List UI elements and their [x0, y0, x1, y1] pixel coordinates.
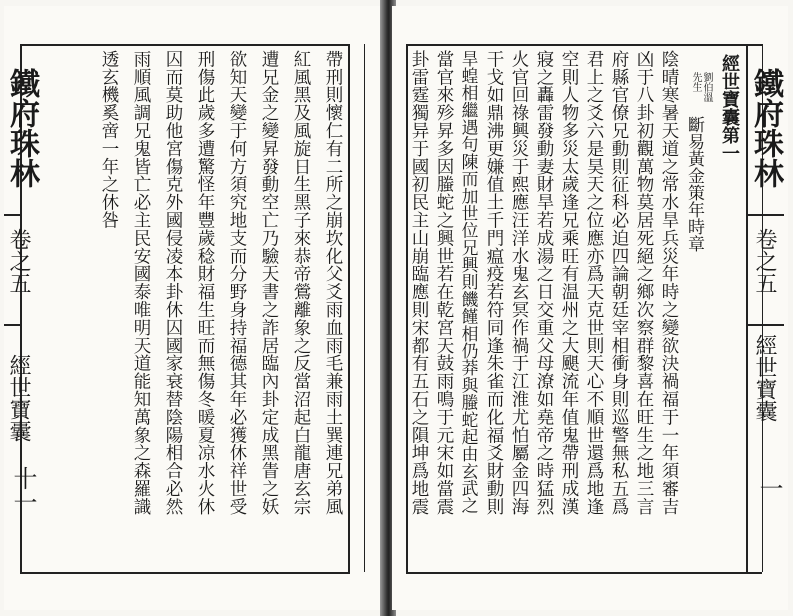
left-section: 經世寶囊	[6, 354, 31, 442]
left-banner-outer	[364, 44, 365, 572]
right-col-6: 寢之轟雷發動妻財旱若成湯之日交重父母潦如堯帝之時猛烈	[534, 50, 554, 516]
right-fish-divider	[746, 324, 784, 326]
right-bottom-border	[406, 572, 762, 574]
right-col-9: 旱蝗相繼遇句陳而加世位兄興則饑饉相仍莽與螣蛇起由玄武之	[459, 50, 479, 515]
left-volume: 卷之五	[6, 228, 31, 294]
right-col-1: 陰晴寒暑天道之常水旱兵災年時之變欲決禍福于一年須審吉	[659, 50, 679, 516]
author-note-1: 劉伯溫	[701, 72, 712, 102]
right-col-10: 當官來殄昇多因螣蛇之興世若在乾宮天鼓雨鳴于元宋如當震	[434, 50, 454, 516]
right-col-3: 府縣官僚兄動則征科必迫四論朝廷宰相衝身則巡警無私五爲	[609, 50, 629, 516]
left-banner-border	[348, 44, 350, 572]
right-col-11: 卦雷霆獨异于國初民主山崩臨應則宋都有五石之隕坤爲地震	[409, 50, 429, 516]
left-fish-divider	[4, 324, 20, 326]
left-col-5: 刑傷此歲多遭驚怪年豐歲稔財福生旺而無傷冬暖夏凉水火休	[195, 50, 215, 516]
right-section: 經世寶囊	[752, 334, 777, 422]
left-col-7: 雨順風調兄鬼皆亡必主民安國泰唯明天道能知萬象之森羅識	[131, 50, 151, 516]
left-col-8: 透玄機奚啻一年之休咎	[99, 50, 119, 229]
left-col-2: 紅風黑及風旋日生黑子來恭帝鶯離象之反當沼起白龍唐玄宗	[291, 50, 311, 516]
chapter-heading: 經世寶囊第一	[719, 54, 740, 162]
right-col-5: 空則人物多災太歲逢兄乘旺有温州之大颶流年值鬼帶刑成漢	[559, 50, 579, 516]
left-top-border	[20, 44, 350, 46]
left-col-1: 帶刑則懷仁有二所之崩坎化父爻雨血雨毛兼雨土巽連兄弟風	[323, 50, 343, 516]
right-col-8: 干戈如鼎沸更嫌值土千門瘟疫若符同逢朱雀而化福爻財動則	[484, 50, 504, 516]
author-note-2: 先生	[690, 72, 701, 92]
right-top-border	[406, 44, 762, 46]
left-banner-title: 鐵府珠林	[4, 68, 39, 188]
left-col-3: 遭兄金之變昇發動空亡乃驗天書之詐居臨內卦定成黑眚之妖	[259, 50, 279, 516]
right-col-4: 君上之爻六是昊天之位應亦爲天克世則天心不順世還爲地逢	[584, 50, 604, 516]
right-col-7: 火官回祿興災于熙應汪洋水鬼玄冥作禍于江淮尤怕屬金四海	[509, 50, 529, 516]
left-fish-tail	[4, 214, 20, 216]
right-fish-tail	[746, 214, 784, 216]
left-page	[4, 6, 384, 610]
chapter-subheading: 斷易黃金策年時章	[684, 116, 704, 252]
left-col-4: 欲知天變于何方須究地支而分野身持福德其年必獲休祥世受	[227, 50, 247, 516]
right-folio: 一	[755, 476, 783, 500]
left-folio: 十一	[9, 466, 37, 514]
right-page	[392, 6, 788, 610]
left-bottom-border	[20, 572, 350, 574]
right-volume: 卷之五	[752, 228, 777, 294]
right-banner-title: 鐵府珠林	[748, 68, 783, 188]
left-col-6: 囚而莫助他宮傷克外國侵凌本卦休囚國家衰替陰陽相合必然	[163, 50, 183, 516]
right-col-2: 凶于八卦初觀萬物莫居死絕之鄉次察群黎喜在旺生之地三言	[634, 50, 654, 516]
